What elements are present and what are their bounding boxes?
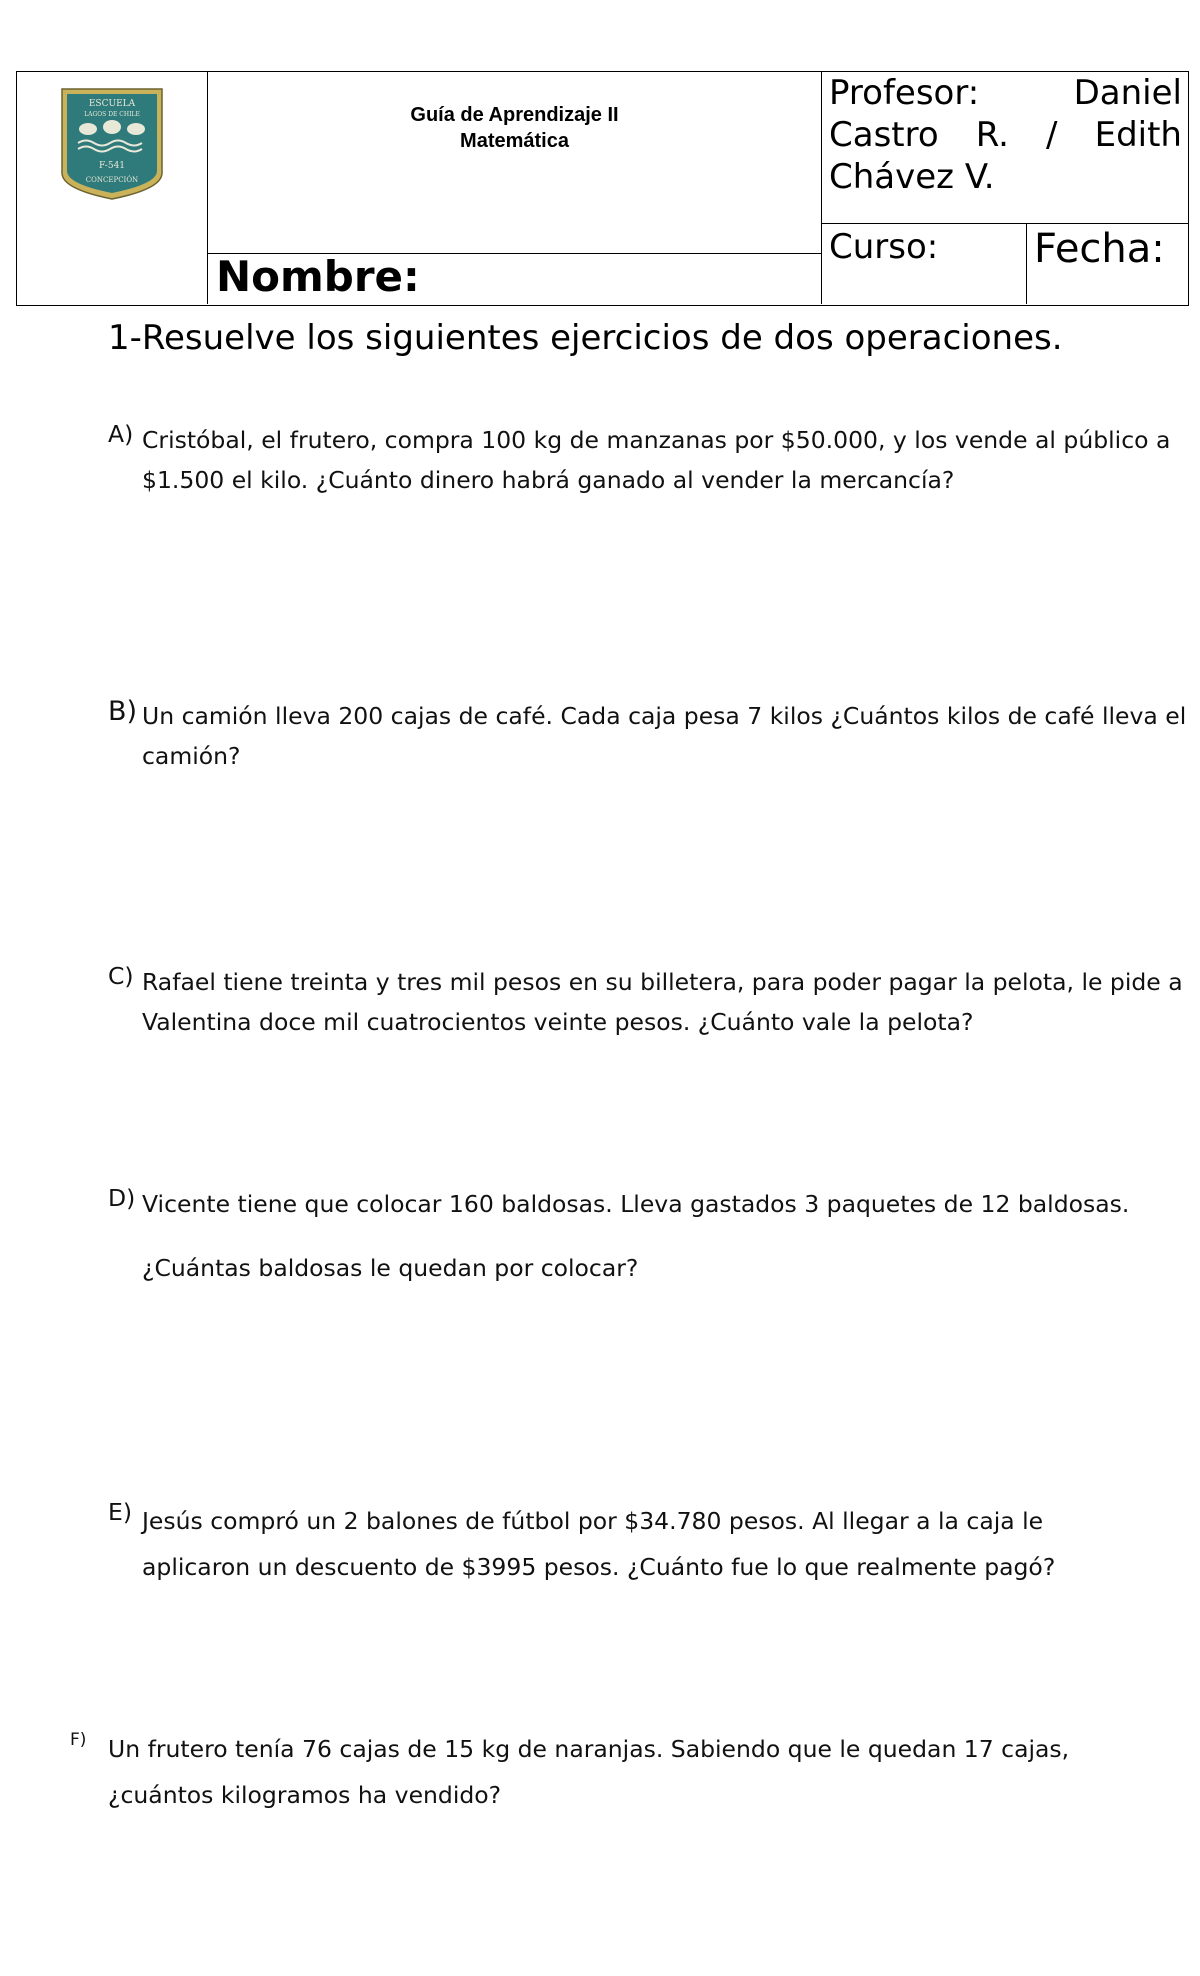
date-label: Fecha: bbox=[1034, 226, 1165, 272]
question-line: aplicaron un descuento de $3995 pesos. ¿Cuánto fue lo que realmente pagó? bbox=[142, 1553, 1056, 1581]
question-letter: B) bbox=[108, 696, 138, 727]
crest-line-2: LAGOS DE CHILE bbox=[84, 111, 140, 118]
question-line: Rafael tiene treinta y tres mil pesos en su billetera, para poder pagar la pelota, le pide a bbox=[142, 968, 1183, 996]
crest-line-3: F-541 bbox=[98, 161, 126, 171]
question-line: Un frutero tenía 76 cajas de 15 kg de naranjas. Sabiendo que le quedan 17 cajas, bbox=[108, 1735, 1070, 1763]
instruction-heading: 1-Resuelve los siguientes ejercicios de dos operaciones. bbox=[108, 318, 1063, 358]
teacher-cell bbox=[821, 72, 1188, 224]
logo-cell bbox=[17, 72, 208, 304]
date-field[interactable] bbox=[1026, 224, 1188, 304]
name-label: Nombre: bbox=[216, 252, 420, 301]
student-name-field[interactable] bbox=[208, 254, 821, 304]
guide-title bbox=[208, 72, 821, 254]
course-label: Curso: bbox=[829, 227, 939, 267]
guide-title-line-2: Matemática bbox=[460, 130, 569, 152]
question-line: $1.500 el kilo. ¿Cuánto dinero habrá ganado al vender la mercancía? bbox=[142, 466, 955, 494]
header-table bbox=[16, 71, 1189, 306]
question-letter: C) bbox=[108, 962, 134, 990]
question-letter: D) bbox=[108, 1184, 136, 1212]
crest-line-4: CONCEPCIÓN bbox=[85, 176, 139, 184]
school-crest-icon bbox=[58, 85, 166, 203]
teacher-text: Profesor: Daniel Castro R. / Edith Chávez V. bbox=[829, 73, 1182, 197]
question-line: Cristóbal, el frutero, compra 100 kg de manzanas por $50.000, y los vende al público a bbox=[142, 426, 1171, 454]
question-line: Vicente tiene que colocar 160 baldosas. Lleva gastados 3 paquetes de 12 baldosas. bbox=[142, 1190, 1130, 1218]
question-line: camión? bbox=[142, 742, 241, 770]
question-line: ¿Cuántas baldosas le quedan por colocar? bbox=[142, 1254, 639, 1282]
crest-line-1: ESCUELA bbox=[88, 99, 136, 109]
question-line: ¿cuántos kilogramos ha vendido? bbox=[108, 1781, 502, 1809]
question-letter: A) bbox=[108, 420, 134, 448]
question-line: Jesús compró un 2 balones de fútbol por $34.780 pesos. Al llegar a la caja le bbox=[142, 1507, 1044, 1535]
question-line: Valentina doce mil cuatrocientos veinte pesos. ¿Cuánto vale la pelota? bbox=[142, 1008, 974, 1036]
question-letter: E) bbox=[108, 1498, 133, 1526]
guide-title-line-1: Guía de Aprendizaje II bbox=[410, 104, 619, 126]
question-letter: F) bbox=[70, 1730, 87, 1750]
question-line: Un camión lleva 200 cajas de café. Cada caja pesa 7 kilos ¿Cuántos kilos de café lleva el bbox=[142, 702, 1187, 730]
course-field[interactable] bbox=[821, 224, 1026, 304]
